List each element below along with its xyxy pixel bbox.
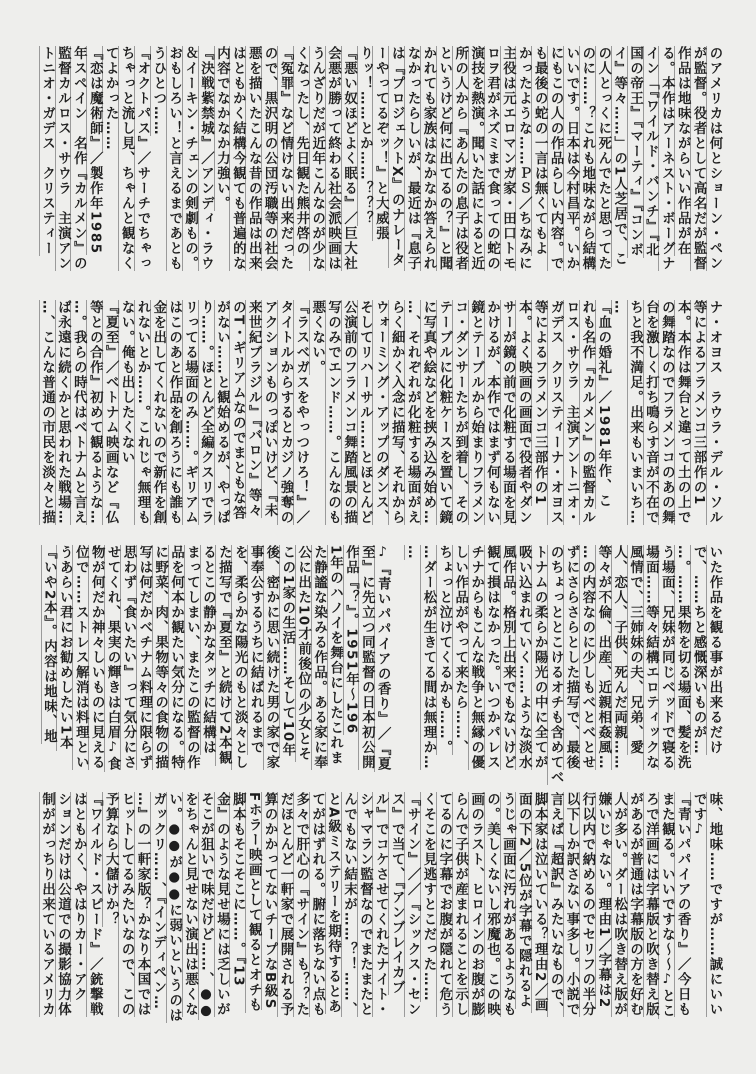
text-column: かったような……ＰＳ／ちなみに bbox=[516, 46, 532, 271]
text-column: Fホラー映画として観るとオチも bbox=[246, 792, 262, 1013]
text-column: るとこの静かなタッチに結構は bbox=[200, 545, 216, 755]
text-column: 国の帝王』『マーティ』『コンボ bbox=[627, 46, 643, 258]
text-column: 後、密かに思い続けた男の家で家 bbox=[263, 545, 279, 770]
text-column: …ダー松が生きてる間は無理か… bbox=[420, 545, 436, 770]
text-column: この1家の生活……そして10年 bbox=[279, 545, 295, 758]
text-column: 演技を熱演。聞いた話によると近 bbox=[468, 46, 484, 271]
text-column: 面の下2／5位が字幕で隠れるよ bbox=[516, 792, 532, 1009]
text-column: れも名作『カルメン』の監督カル bbox=[579, 300, 595, 525]
text-column: ス』で当て、『アンブレイカブ bbox=[389, 792, 405, 996]
text-column: … bbox=[611, 300, 627, 315]
text-column: い。●●が●●に弱いというのは bbox=[166, 792, 182, 1024]
text-column: にもこの人の作品らしい内容。で bbox=[548, 46, 564, 271]
text-column: 年スペイン 名作『カルメン』の bbox=[71, 46, 87, 271]
text-column: 観て損はなかった。いつかパレス bbox=[484, 545, 500, 770]
text-column: 場面……等々結構エロティックな bbox=[643, 545, 659, 770]
text-band-1 bbox=[38, 46, 722, 282]
text-column: も最後の蛇の一言は無くてもよ bbox=[532, 46, 548, 256]
text-column: 写のみでエンド……。こんなのも bbox=[325, 300, 341, 525]
text-column: 等々が不倫、出産、近親相姦風… bbox=[595, 545, 611, 770]
text-column: アクションものっぽいけど、『未 bbox=[262, 300, 278, 519]
text-column: 悪くない。 bbox=[309, 300, 325, 375]
text-column: 『いや2本』。内容は地味、地 bbox=[41, 545, 57, 745]
text-column: 公に出た10才前後位の少女とそ bbox=[295, 545, 311, 762]
text-column: 位で……ストレス解消は料理とい bbox=[73, 545, 89, 770]
text-column: 監督カルロス・サウラ 主演アン bbox=[55, 46, 71, 271]
text-column: ーやってるぞッ！』と大威張 bbox=[373, 46, 389, 241]
text-band-4 bbox=[38, 792, 722, 1030]
text-column: だほとんど一軒家で展開される予 bbox=[277, 792, 293, 1017]
text-column: トナムの柔らか陽光の中に全てが bbox=[532, 545, 548, 770]
text-column: サーが鏡の前で化粧する場面を見 bbox=[500, 300, 516, 525]
text-column: 会悪が勝って終わる社会派映画は bbox=[325, 46, 341, 271]
text-column: 等によるフラメンコ三部作の1 bbox=[532, 300, 548, 506]
text-column: りッ！……とか……？？？ bbox=[357, 46, 373, 226]
text-column: のT・ギリアムなのでまともな答 bbox=[230, 300, 246, 521]
text-column: …。我らの時代はベトナムと言え bbox=[71, 300, 87, 525]
text-column: 主役は元エロマンガ家・田口トモ bbox=[500, 46, 516, 271]
text-band-3 bbox=[38, 545, 722, 785]
text-column: ろで洋画には字幕版と吹き替え版 bbox=[643, 792, 659, 1017]
text-column: ロス・サウラ 主演アントニオ・ bbox=[563, 300, 579, 525]
text-column: を、柔らかな陽光のもと淡々とし bbox=[232, 545, 248, 770]
text-column: 行以内で納めるのでセリフの半分 bbox=[579, 792, 595, 1017]
text-column: 脚本家は泣いている？理由2／画 bbox=[532, 792, 548, 1013]
text-column: はともかく、やはりカー・アク bbox=[71, 792, 87, 1002]
text-column: 作品は地味ながらいい作品が在 bbox=[675, 46, 691, 256]
text-column: …の内容なのに少しもべとべとせ bbox=[579, 545, 595, 770]
text-column: てよかった…… bbox=[103, 46, 119, 151]
text-column: のに……？これも地味ながら結構 bbox=[579, 46, 595, 271]
text-column: イン「『ワイルド・バンチ』『北 bbox=[643, 46, 659, 258]
text-column: …』の一軒家版？かなり本国では bbox=[134, 792, 150, 1017]
text-column: 『決戦紫禁城』／アンディ・ラウ bbox=[198, 46, 214, 271]
text-column: 写は何だかベチナム料理に限らず bbox=[136, 545, 152, 770]
text-column: 吸い込まれていく……ような淡水 bbox=[516, 545, 532, 770]
text-column: 品を何本か観たい気分になる。特 bbox=[168, 545, 184, 770]
text-column: んでもない結末が……？！……、 bbox=[341, 792, 357, 1017]
text-column: 言えば『超訳』みたいなもので、 bbox=[548, 792, 564, 1017]
text-column: 味、地味……ですが……誠にいい bbox=[707, 792, 722, 1017]
text-column: そこが狙いで味だけど……、●● bbox=[198, 792, 214, 1021]
text-column: 等との合作』初めて観るような… bbox=[87, 300, 103, 525]
text-column: 以下しか訳さない事多し。小説で bbox=[563, 792, 579, 1017]
text-column: があるが普通は字幕版の方を好む bbox=[627, 792, 643, 1017]
text-column: いた作品を観る事が出来るだけ bbox=[707, 545, 722, 755]
text-column: らんで子供が産まれることを示し bbox=[452, 792, 468, 1017]
text-column: また観る。いいですな〜〜♪とこ bbox=[659, 792, 675, 1019]
text-column: ちゃっと流し見、ちゃんと観なく bbox=[119, 46, 135, 271]
text-column: がない……と観始めるが、やっぱ bbox=[214, 300, 230, 525]
text-column: …、それぞれが化粧する場面がえ bbox=[405, 300, 421, 525]
text-column: ガデス クリスティーナ・オヨス bbox=[548, 300, 564, 525]
text-column: をちゃんと見せない演出は悪くな bbox=[182, 792, 198, 1017]
text-column: 『ワイルド・スピード』／銃撃戦 bbox=[87, 792, 103, 1017]
text-column: シャマラン監督なのでまたまたと bbox=[357, 792, 373, 1017]
text-column: 至』に先立つ同監督の日本初公開 bbox=[359, 545, 375, 770]
text-column: … bbox=[405, 545, 421, 560]
text-column: …、こんな普通の市民を淡々と描 bbox=[39, 300, 55, 525]
text-column: で、……ちと感慨深いものが… bbox=[691, 545, 707, 755]
text-column: てるのに字幕でお腹が隠れて危う bbox=[436, 792, 452, 1017]
text-column: のアメリカは何とショーン・ペン bbox=[707, 46, 722, 271]
text-column: 脚本もそこそこに……。『13 bbox=[230, 792, 246, 988]
text-column: 台を激しく打ち鳴らす音が不在で bbox=[643, 300, 659, 525]
text-column: 算のかかってないチープなB級S bbox=[262, 792, 278, 1011]
text-column: ♪『青いパパイアの香り』／『夏 bbox=[375, 545, 391, 772]
text-column: そしてリハーサル……とほとんど bbox=[357, 300, 373, 525]
text-column: テーブルに化粧ケースを置いて鏡 bbox=[436, 300, 452, 525]
text-column: というけど何に出てるの？』と聞 bbox=[436, 46, 452, 271]
text-column: リってる場面のみ……。ギリアム bbox=[182, 300, 198, 525]
text-column: 物が何だか神々しいものに見える bbox=[89, 545, 105, 770]
text-column: 人、恋人、子供、死んだ両親…… bbox=[611, 545, 627, 770]
text-column: チナからもこんな戦争と無縁の優 bbox=[468, 545, 484, 770]
text-column: 『オクトパス』／サーチでちゃっ bbox=[134, 46, 150, 271]
text-column: うひとつ…… bbox=[150, 46, 166, 136]
text-column: くそこを見逃すとこだった…… bbox=[420, 792, 436, 1002]
text-column: 所の人から『あんたの息子は役者 bbox=[452, 46, 468, 271]
text-column: まってしまい、またこの監督の作 bbox=[184, 545, 200, 770]
text-column: …。……果物を切る場面、髪を洗 bbox=[675, 545, 691, 770]
text-column: 金を出してくれないので新作を創 bbox=[150, 300, 166, 525]
text-column: た静謐な染みる作品。ある家に奉 bbox=[311, 545, 327, 770]
text-column: 制ががっちり出来ているアメリカ bbox=[39, 792, 55, 1017]
text-column: てがはずれる。腑に落ちない点も bbox=[309, 792, 325, 1017]
text-column: う場面、兄妹が同じベッドで寝る bbox=[659, 545, 675, 770]
text-column: ば永遠に続くかと思われた戦場… bbox=[55, 300, 71, 525]
text-column: 画のラスト、ヒロインのお腹が膨 bbox=[468, 792, 484, 1017]
text-column: 『ラスベガスをやっつけろ！』／ bbox=[293, 300, 309, 525]
text-column: 事奉公するうちに結ばれるまで bbox=[248, 545, 264, 755]
text-column: らく細かく入念に描写、それから bbox=[389, 300, 405, 525]
text-column: 本。本作は舞台と違って土の上で bbox=[675, 300, 691, 525]
text-column: 『青いパパイアの香り』／今日も bbox=[675, 792, 691, 1017]
text-column: ガックリ……、『インディペン… bbox=[150, 792, 166, 1011]
text-column: ので、黒沢明の公団汚職等の社会 bbox=[262, 46, 278, 271]
text-column: 『悪い奴ほどよく眠る』／巨大社 bbox=[341, 46, 357, 271]
text-column: た描写で『夏至』と続けて2本観 bbox=[216, 545, 232, 766]
text-column: 風作品。格別上出来でもないけど bbox=[500, 545, 516, 770]
text-column: はこのあと作品を創ろうにも誰も bbox=[166, 300, 182, 525]
text-column: 『夏至』／ベトナム映画など『仏 bbox=[103, 300, 119, 525]
text-column: 『血の婚礼』／1981年作、こ bbox=[595, 300, 611, 509]
text-column: ずにさらさらとした描写で、最後 bbox=[563, 545, 579, 770]
text-column: 『恋は魔術師』／製作年1985 bbox=[87, 46, 103, 255]
text-column: に写真や絵などを挟み込み始め… bbox=[420, 300, 436, 525]
text-column: 金』のような見せ場には乏しいが bbox=[214, 792, 230, 1017]
text-column: かけるが、本作ではまず何もない bbox=[484, 300, 500, 525]
text-column: 1年のハノイを舞台にしたこれま bbox=[327, 545, 343, 766]
text-column: 作品『？』。1951年〜196 bbox=[343, 545, 359, 735]
text-column: ＆イーキン・チェンの剣劇もの。 bbox=[182, 46, 198, 271]
text-column: が監督。役者として高名だが監督 bbox=[691, 46, 707, 271]
text-column: 内容でなかなか力強い。 bbox=[214, 46, 230, 211]
text-column: の。美しくないし邪魔也。この映 bbox=[484, 792, 500, 1017]
text-column: の舞踏なのでフラメンコのあの舞 bbox=[659, 300, 675, 525]
text-column: しい作品がやって来たら……、 bbox=[452, 545, 468, 755]
text-column: うあらい君にお勧めしたい1本 bbox=[57, 545, 73, 751]
text-column: くなったし、先日観た熊井啓の bbox=[293, 46, 309, 256]
text-column: 来世紀ブラジル』『バロン』等々 bbox=[246, 300, 262, 519]
text-column: ヒットしてるみたいなので、この bbox=[119, 792, 135, 1017]
text-column: れないとか……。これじゃ無理も bbox=[134, 300, 150, 525]
text-column: 予算なら大儲けか？ bbox=[103, 792, 119, 927]
text-column: は『プロジェクトX』のナレータ bbox=[389, 46, 405, 268]
text-column: おもしろい！と言えるまであとも bbox=[166, 46, 182, 271]
text-column: 嫌いじゃない。理由1／字幕は2 bbox=[595, 792, 611, 1009]
text-column: 公演前のフラメンコ舞踏風景の描 bbox=[341, 300, 357, 525]
text-column: いいです。日本は今村昌平。いか bbox=[563, 46, 579, 271]
text-column: コ・ダンサーたちが到着し、その bbox=[452, 300, 468, 525]
text-column: のちょっととこけるオチも含めてベ bbox=[548, 545, 564, 785]
text-column: ちと我不満足。出来もいまいち… bbox=[627, 300, 643, 525]
text-column: の人とっくに死んでたと思ってた bbox=[595, 46, 611, 271]
text-column: なかったらしいが、最近は『息子 bbox=[405, 46, 421, 271]
text-column: とA級ミステリーを期待するとあ bbox=[325, 792, 341, 1014]
text-column: ナ・オヨス ラウラ・デル・ソル bbox=[707, 300, 722, 525]
text-column: 『サイン』／／『シックス・セン bbox=[405, 792, 421, 1017]
text-column: かれても家族はなかなか答えられ bbox=[420, 46, 436, 271]
text-column: ル』でコケさせてくれたナイト・ bbox=[373, 792, 389, 1017]
text-column: 本。よく映画の画面で役者やダン bbox=[516, 300, 532, 525]
text-column: り……。ほとんど全編クスリでラ bbox=[198, 300, 214, 525]
text-column: 等によるフラメンコ三部作の1 bbox=[691, 300, 707, 506]
text-column: タイトルからするとカジノ強奪の bbox=[277, 300, 293, 525]
text-column: せてくれ、果実の輝きは白眉♪食 bbox=[105, 545, 121, 772]
text-column: ロヲ君がネズミまで食っての蛇の bbox=[484, 46, 500, 271]
text-column: 悪を描いたこんな昔の作品は出来 bbox=[246, 46, 262, 271]
text-column: ションだけは公道での撮影協力体 bbox=[55, 792, 71, 1017]
text-column: うじゃ画面に汚れがあるようなも bbox=[500, 792, 516, 1017]
text-column: トニオ・ガデス クリスティー bbox=[39, 46, 55, 256]
text-column: 鏡とテーブルから始まりフラメン bbox=[468, 300, 484, 525]
text-column: うんざりだが近年こんなのが少な bbox=[309, 46, 325, 271]
text-column: 『冤罪』など情けない出来だった bbox=[277, 46, 293, 271]
text-column: 人が多い。ダー松は吹き替え版が bbox=[611, 792, 627, 1017]
text-column: 思わず『食いたい』って気分にさ bbox=[120, 545, 136, 770]
text-column: ウォーミング・アップのダンス、 bbox=[373, 300, 389, 525]
text-column: イ』等々……」の1人芝居で、こ bbox=[611, 46, 627, 267]
text-band-2 bbox=[38, 300, 722, 525]
text-column: はともかく結構今観ても普遍的な bbox=[230, 46, 246, 271]
text-column: ない。俺も出したくない bbox=[119, 300, 135, 465]
text-column: ちょっと泣けてくるかも……。 bbox=[436, 545, 452, 755]
text-column: に野菜、肉、果物等々の食物の描 bbox=[152, 545, 168, 770]
text-column: 多々で肝心の『サイン』も？？た bbox=[293, 792, 309, 1017]
text-column: です♪ bbox=[691, 792, 707, 839]
text-column: る。本作はアーネスト・ボーグナ bbox=[659, 46, 675, 271]
text-column: 風情で、三姉妹の夫、兄弟、愛 bbox=[627, 545, 643, 755]
